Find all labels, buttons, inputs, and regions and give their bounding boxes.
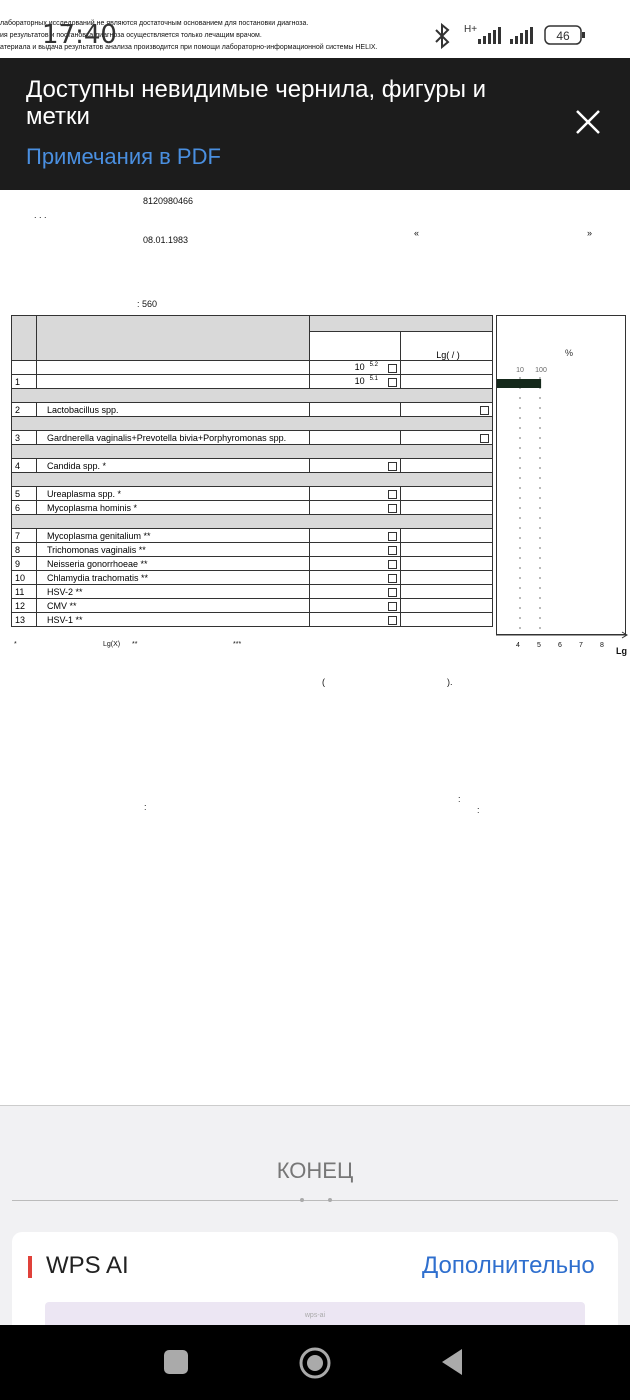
navigation-bar [0,1325,630,1400]
paren-right: ). [447,677,453,687]
checkbox [388,588,397,597]
bluetooth-icon [436,25,448,47]
pdf-notes-link[interactable]: Примечания в PDF [26,144,221,169]
footnote-3: *** [233,641,242,648]
sample-number: : 560 [137,299,158,309]
checkbox [388,602,397,611]
end-label: КОНЕЦ [276,1158,354,1183]
table-row: 10 $^{5.2}$ [12,361,493,375]
chart-title: % [564,348,574,358]
checkbox [388,504,397,513]
checkbox [388,560,397,569]
table-row: 1 10 $^{5.1}$ [12,375,493,389]
chart-bar [497,379,541,388]
close-icon[interactable] [574,108,602,136]
checkbox [388,490,397,499]
chart-tick-label: 5 [537,642,541,649]
wps-ai-title: WPS AI [46,1252,129,1279]
chart-tick-label: 4 [516,642,520,649]
checkbox [388,364,397,373]
document-end-area [0,1105,630,1326]
battery-icon [545,26,585,44]
lg-chart [496,315,626,635]
report-code: 8120980466 [143,196,194,206]
table-row: 13 HSV-1 ** [12,613,493,627]
chart-tick-label: 8 [600,642,604,649]
table-row: 3 Gardnerella vaginalis+Prevotella bivia+Porphyromonas spp. [12,431,493,445]
chart-top-label: 100 [535,367,547,374]
accent-bar [28,1256,32,1278]
chart-tick-label: 6 [558,642,562,649]
paren-left: ( [322,677,325,687]
checkbox [388,532,397,541]
quote-open: « [414,228,420,238]
network-type: H+ [464,24,478,35]
lg-header: Lg( / ) [401,332,493,361]
table-row: 5 Ureaplasma spp. * [12,487,493,501]
colon-mark: : [458,794,461,804]
more-button[interactable]: Дополнительно [422,1252,595,1279]
date-of-birth: 08.01.1983 [143,235,189,245]
chart-x-label: Lg [616,646,627,656]
battery-level: 46 [556,29,570,43]
checkbox [388,462,397,471]
chart-tick-label: 7 [579,642,583,649]
status-time: 17:40 [42,20,117,50]
chart-x-axis [496,628,630,658]
divider-dots [297,1196,337,1206]
report-dots: . . . [34,210,47,220]
checkbox [480,406,489,415]
table-row: 11 HSV-2 ** [12,585,493,599]
pdf-notes-banner [0,58,630,190]
table-row: 12 CMV ** [12,599,493,613]
table-row: 2 Lactobacillus spp. [12,403,493,417]
results-table [11,315,493,627]
status-icons [430,22,620,50]
footnote-2: ** [132,641,138,648]
document-line-1: лабораторных исследований не являются достаточным основанием для постановки диагноза. [0,20,309,27]
table-row: 4 Candida spp. * [12,459,493,473]
colon-mark: : [477,805,480,815]
table-row: 6 Mycoplasma hominis * [12,501,493,515]
checkbox [388,574,397,583]
footnote-star: * [14,641,17,648]
table-row: 7 Mycoplasma genitalium ** [12,529,493,543]
banner-title: Доступны невидимые чернила, фигуры и метки [26,76,487,130]
document-line-2: ия результатов и постановка диагноза осуществляется только лечащим врачом. [0,32,262,39]
footnote-lg: Lg(X) [103,641,121,648]
table-row: 9 Neisseria gonorrhoeae ** [12,557,493,571]
checkbox [388,546,397,555]
checkbox [388,378,397,387]
home-icon[interactable] [297,1345,333,1381]
document-line-3: атериала и выдача результатов анализа производится при помощи лабораторно-информационной системы HELIX. [0,44,378,51]
back-icon[interactable] [438,1347,466,1377]
chart-top-label: 10 [516,367,524,374]
signal-icon [478,27,533,44]
quote-close: » [587,228,593,238]
colon-mark: : [144,802,147,812]
preview-text: wps-ai [304,1312,326,1319]
recent-apps-icon[interactable] [162,1348,190,1376]
checkbox [480,434,489,443]
table-row: 8 Trichomonas vaginalis ** [12,543,493,557]
table-row: 10 Chlamydia trachomatis ** [12,571,493,585]
checkbox [388,616,397,625]
